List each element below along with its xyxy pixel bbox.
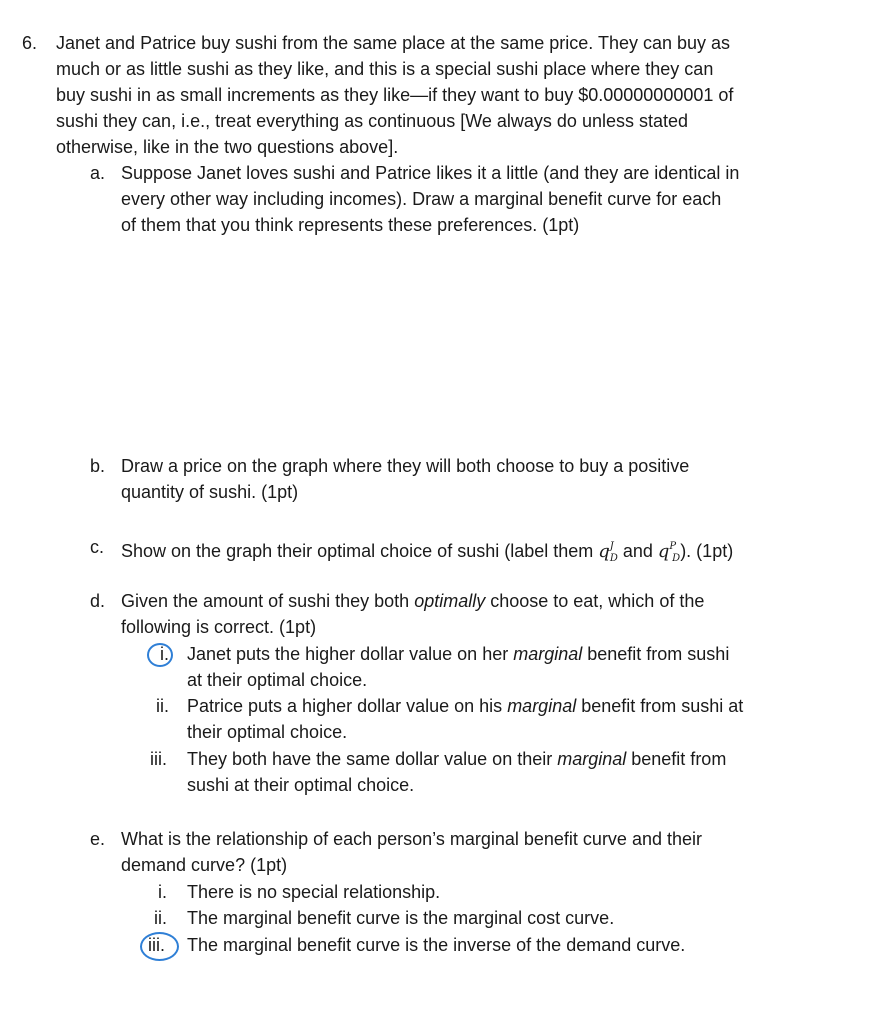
question-number: 6. <box>22 33 38 53</box>
part-e-option-2-text: The marginal benefit curve is the marginal cost curve. <box>187 908 615 928</box>
part-d-option-2-label: ii. <box>156 696 169 716</box>
part-e-option-2-label: ii. <box>154 908 167 928</box>
part-d-option-1-label: i. <box>160 644 169 664</box>
intro-line-1: Janet and Patrice buy sushi from the same place at the same price. They can buy as <box>56 33 731 53</box>
part-e-option-3-text: The marginal benefit curve is the inverse of the demand curve. <box>187 935 686 955</box>
part-d-label: d. <box>90 591 106 611</box>
q-patrice-symbol: $q^P_D$ <box>657 541 681 564</box>
part-a-line-2: every other way including incomes). Draw a marginal benefit curve for each <box>121 189 722 209</box>
part-c-label: c. <box>90 537 105 557</box>
part-a-line-3: of them that you think represents these preferences. (1pt) <box>121 215 580 235</box>
part-e-label: e. <box>90 829 106 849</box>
intro-line-4: sushi they can, i.e., treat everything as continuous [We always do unless stated <box>56 111 689 131</box>
part-b-line-1: Draw a price on the graph where they will both choose to buy a positive <box>121 456 690 476</box>
part-a-line-1: Suppose Janet loves sushi and Patrice likes it a little (and they are identical in <box>121 163 740 183</box>
part-a-label: a. <box>90 163 106 183</box>
part-b-label: b. <box>90 456 106 476</box>
part-e-option-1-label: i. <box>158 882 167 902</box>
part-e-option-1-text: There is no special relationship. <box>187 882 441 902</box>
part-d-option-2-line-2: their optimal choice. <box>187 722 348 742</box>
part-c-and: and <box>617 541 658 561</box>
part-d-line-2: following is correct. (1pt) <box>121 617 317 637</box>
intro-line-5: otherwise, like in the two questions above]. <box>56 137 399 157</box>
part-d-option-2-line-1: Patrice puts a higher dollar value on his marginal benefit from sushi at <box>187 696 744 716</box>
part-d-option-3-label: iii. <box>150 749 167 769</box>
part-c-text-after: ). (1pt) <box>680 541 734 561</box>
part-d-option-1-line-1: Janet puts the higher dollar value on her marginal benefit from sushi <box>187 644 730 664</box>
part-d-option-1-line-2: at their optimal choice. <box>187 670 368 690</box>
selected-answer-circle-e <box>140 932 179 961</box>
part-c-text-before: Show on the graph their optimal choice of sushi (label them <box>121 541 599 561</box>
part-b-line-2: quantity of sushi. (1pt) <box>121 482 299 502</box>
part-c-line <box>121 534 733 572</box>
part-e-line-1: What is the relationship of each person’s marginal benefit curve and their <box>121 829 702 849</box>
part-d-line-1: Given the amount of sushi they both optimally choose to eat, which of the <box>121 591 705 611</box>
intro-line-2: much or as little sushi as they like, and this is a special sushi place where they can <box>56 59 714 79</box>
q-janet-symbol: $q^J_D$ <box>598 541 618 564</box>
selected-answer-circle-d <box>147 643 173 667</box>
part-d-option-3-line-1: They both have the same dollar value on their marginal benefit from <box>187 749 727 769</box>
part-d-option-3-line-2: sushi at their optimal choice. <box>187 775 415 795</box>
intro-line-3: buy sushi in as small increments as they like—if they want to buy $0.00000000001 of <box>56 85 734 105</box>
part-e-option-3-label: iii. <box>148 935 165 955</box>
part-e-line-2: demand curve? (1pt) <box>121 855 288 875</box>
